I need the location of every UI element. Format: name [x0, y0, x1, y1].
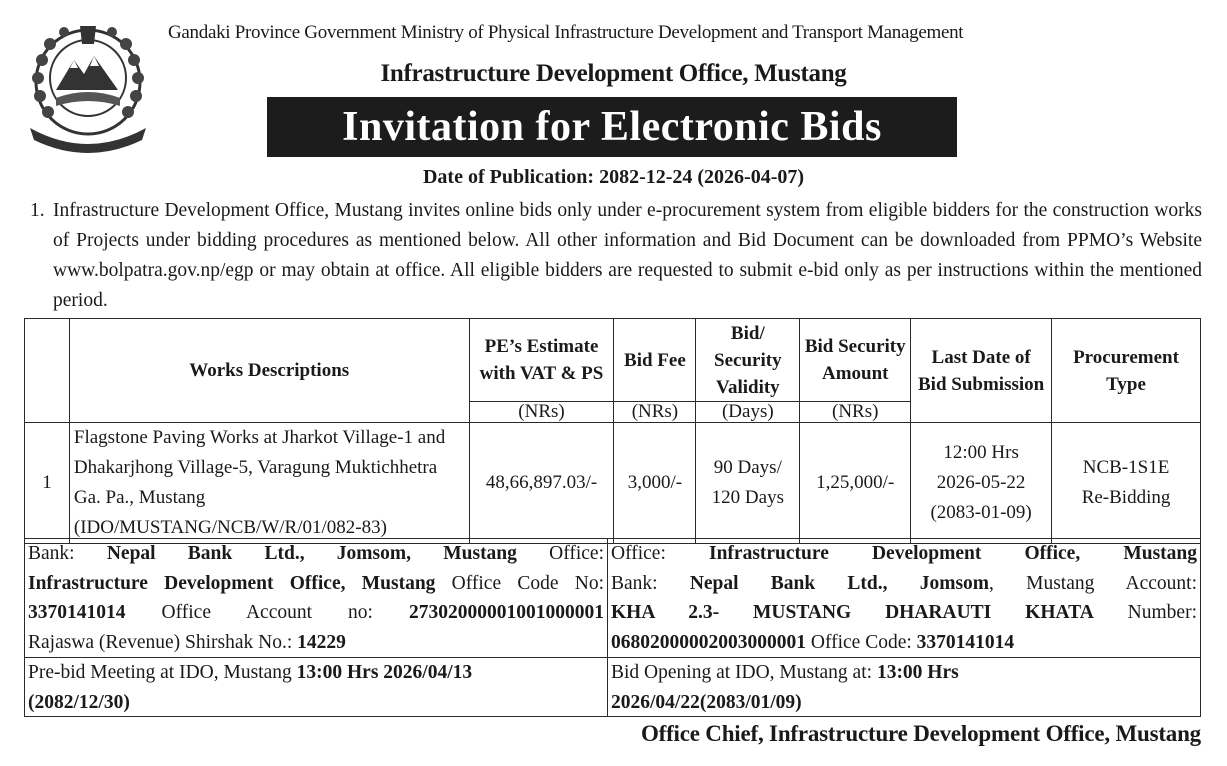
- last-date-header: Last Date of Bid Submission: [911, 319, 1052, 423]
- office-value: Infrastructure Development Office, Mustang: [28, 572, 436, 594]
- estimate-unit: (NRs): [469, 402, 614, 423]
- bank-value: Nepal Bank Ltd., Jomsom: [689, 572, 990, 594]
- paragraph-number: 1.: [30, 200, 45, 221]
- prebid-meeting-info: [24, 657, 608, 717]
- account-label: Office Account no:: [161, 602, 373, 623]
- validity-header: Bid/ Security Validity: [696, 319, 800, 402]
- office-value: Infrastructure Development Office, Mustang: [708, 543, 1197, 564]
- security-header: Bid Security Amount: [800, 319, 911, 402]
- opening-date: 2026/04/22(2083/01/09): [611, 691, 802, 713]
- validity-unit: (Days): [696, 402, 800, 423]
- prebid-date-bs: (2082/12/30): [28, 691, 130, 713]
- row-estimate: 48,66,897.03/-: [469, 423, 614, 544]
- account-name: KHA 2.3- MUSTANG DHARAUTI KHATA: [611, 602, 1094, 623]
- row-procurement: [1052, 423, 1201, 544]
- procurement-type: NCB-1S1E: [1082, 457, 1170, 478]
- procurement-header: Procurement Type: [1052, 319, 1201, 423]
- row-bid-fee: 3,000/-: [614, 423, 696, 544]
- prebid-label: Pre-bid Meeting at IDO, Mustang: [28, 662, 292, 683]
- bank-value: Nepal Bank Ltd., Jomsom, Mustang: [106, 543, 517, 564]
- number-label: Number:: [1127, 602, 1197, 623]
- bank-label: Bank:: [28, 543, 75, 564]
- opening-label: Bid Opening at IDO, Mustang at:: [611, 662, 873, 683]
- estimate-header: PE’s Estimate with VAT & PS: [469, 319, 614, 402]
- row-security: 1,25,000/-: [800, 423, 911, 544]
- intro-text: Infrastructure Development Office, Mustang invites online bids only under e-procurement system from eligible bidders for the construction works of Projects under bidding procedures as mentioned below. All other information and Bid Document can be downloaded from PPMO’s Website www.bolpatra.gov.np/egp or may obtain at office. All eligible bidders are requested to submit e-bid only as per instructions within the mentioned period.: [53, 200, 1202, 311]
- office-label: Office:: [549, 543, 605, 564]
- bid-table: [24, 318, 1201, 544]
- publication-date: Date of Publication: 2082-12-24 (2026-04-07): [422, 166, 805, 188]
- row-last-date: [911, 423, 1052, 544]
- bid-security-bank-info: [607, 538, 1201, 658]
- opening-time: 13:00 Hrs: [876, 662, 959, 683]
- intro-paragraph: [30, 196, 1202, 316]
- office-code-value: 3370141014: [28, 602, 126, 623]
- revenue-label: Rajaswa (Revenue) Shirshak No.:: [28, 631, 293, 653]
- office-label: Office:: [611, 543, 666, 564]
- revenue-value: 14229: [297, 631, 346, 653]
- office-code-label: Office Code No:: [451, 572, 605, 594]
- bid-fee-bank-info: [24, 538, 608, 658]
- account-label: Account:: [1125, 572, 1198, 594]
- bid-fee-header: Bid Fee: [614, 319, 696, 402]
- works-header: Works Descriptions: [69, 319, 469, 423]
- account-value: 27302000001001000001: [409, 602, 605, 623]
- code-label: Office Code:: [810, 631, 912, 653]
- bid-opening-info: [607, 657, 1201, 717]
- office-name: Infrastructure Development Office, Mustang: [380, 60, 847, 87]
- row-sn: 1: [25, 423, 70, 544]
- bank-location: , Mustang: [989, 572, 1095, 594]
- procurement-note: Re-Bidding: [1081, 487, 1171, 508]
- bank-label: Bank:: [611, 572, 658, 594]
- ministry-name: Gandaki Province Government Ministry of Physical Infrastructure Development and Transport Management: [168, 22, 964, 43]
- last-date-time: 12:00 Hrs: [943, 442, 1019, 463]
- table-row: [25, 423, 1201, 544]
- account-number: 06802000002003000001: [611, 631, 806, 653]
- sn-header: [25, 319, 70, 423]
- notice-title-banner: Invitation for Electronic Bids: [267, 97, 957, 157]
- prebid-datetime: 13:00 Hrs 2026/04/13: [296, 662, 473, 683]
- security-unit: (NRs): [800, 402, 911, 423]
- last-date-ad: 2026-05-22: [936, 472, 1026, 493]
- row-works: Flagstone Paving Works at Jharkot Village-1 and Dhakarjhong Village-5, Varagung Muktichhetra Ga. Pa., Mustang (IDO/MUSTANG/NCB/W/R/01/082-83): [69, 423, 469, 544]
- code-value: 3370141014: [916, 631, 1015, 653]
- signature-line: Office Chief, Infrastructure Development Office, Mustang: [640, 721, 1201, 746]
- bid-fee-unit: (NRs): [614, 402, 696, 423]
- last-date-bs: (2083-01-09): [930, 502, 1032, 523]
- row-validity: 90 Days/ 120 Days: [696, 423, 800, 544]
